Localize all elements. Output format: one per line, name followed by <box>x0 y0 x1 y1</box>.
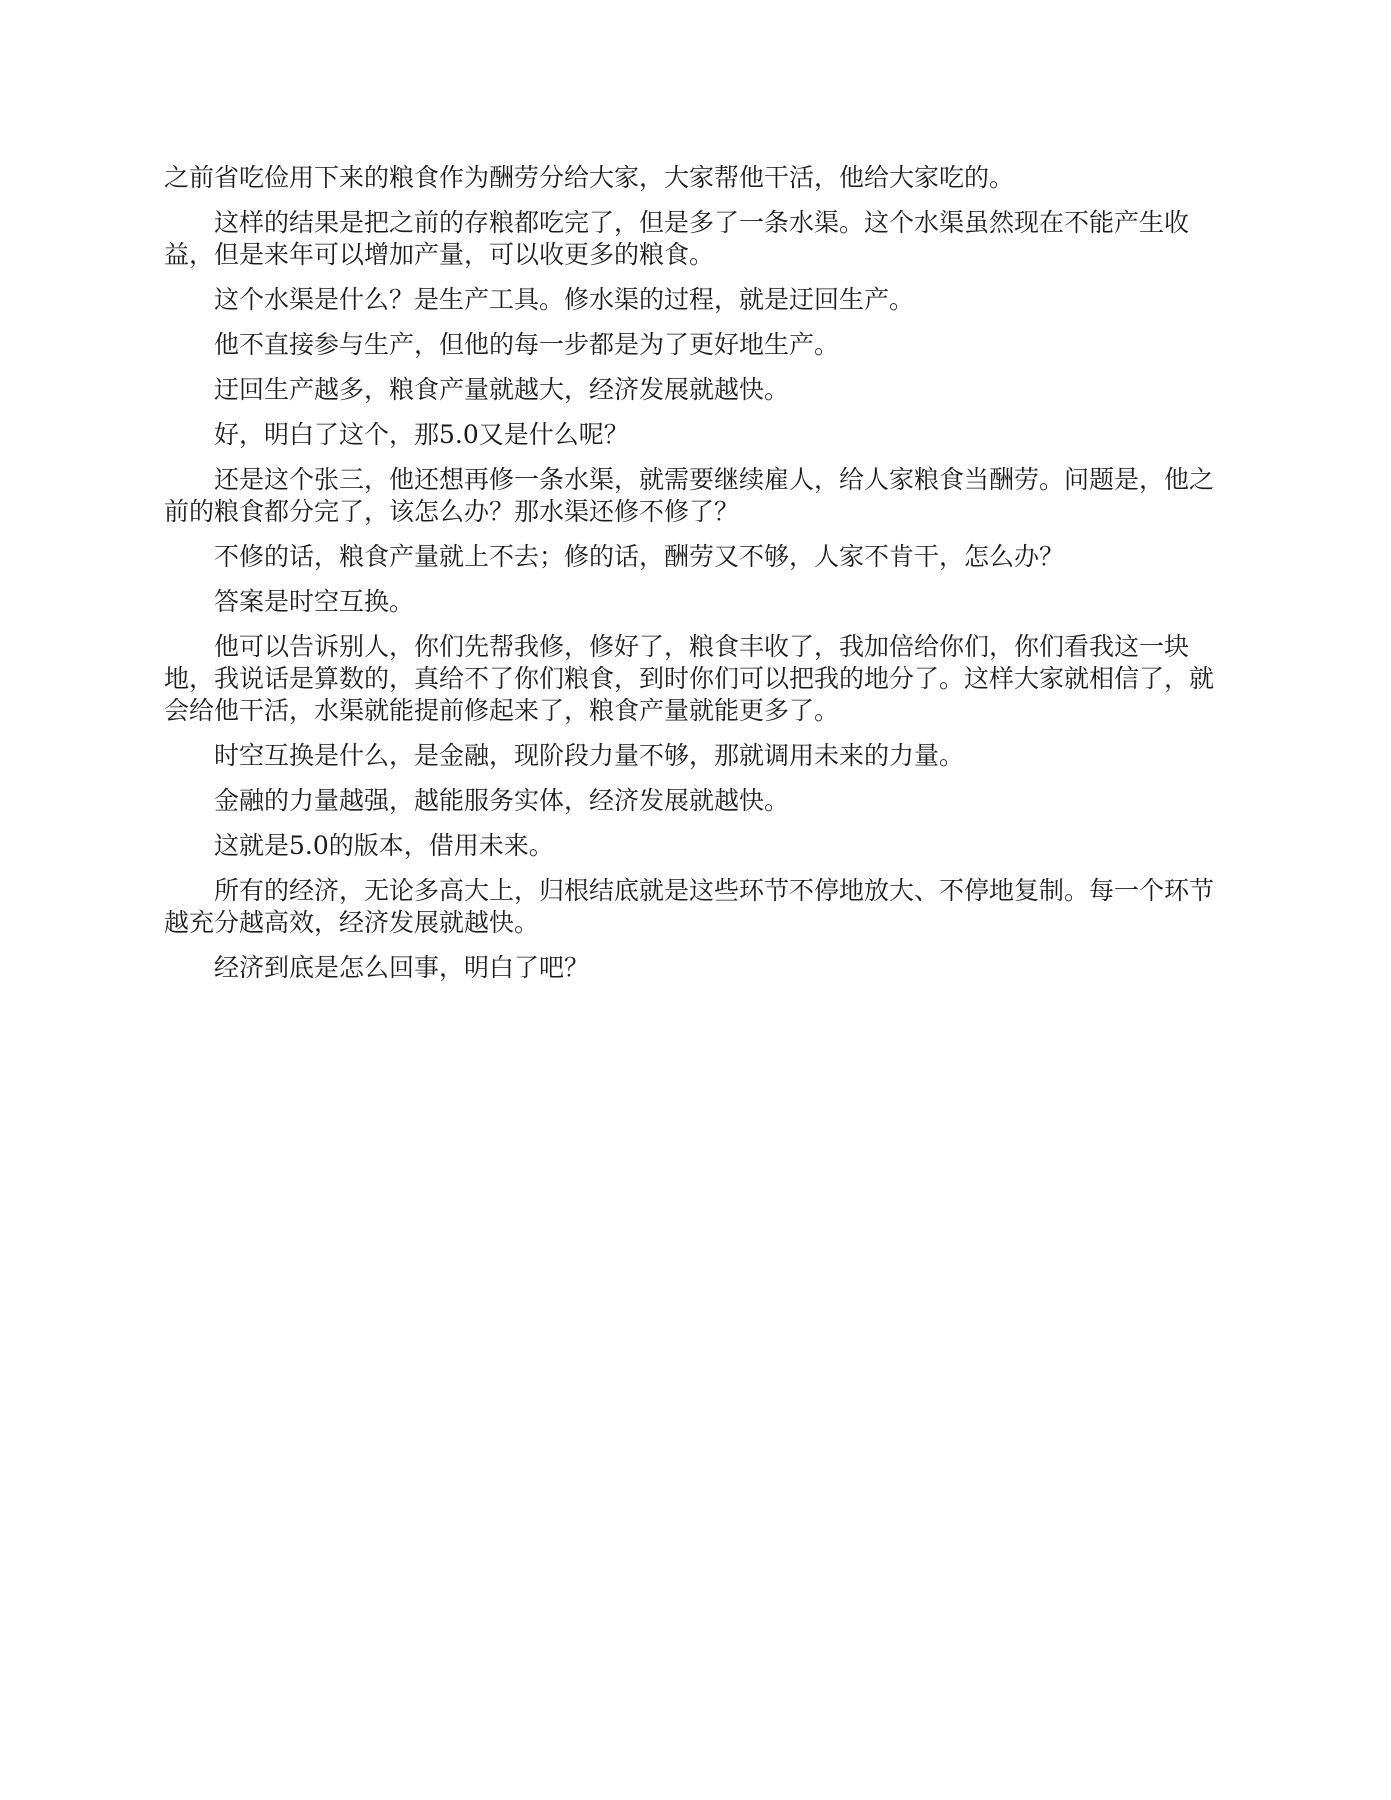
document-body <box>164 162 1236 997</box>
paragraph-5: 迂回生产越多，粮食产量就越大，经济发展就越快。 <box>214 375 790 404</box>
paragraph-12: 金融的力量越强，越能服务实体，经济发展就越快。 <box>214 786 790 815</box>
paragraph-4: 他不直接参与生产，但他的每一步都是为了更好地生产。 <box>214 330 840 359</box>
paragraph-11: 时空互换是什么，是金融，现阶段力量不够，那就调用未来的力量。 <box>214 741 965 770</box>
paragraph-1: 之前省吃俭用下来的粮食作为酬劳分给大家，大家帮他干活，他给大家吃的。 <box>164 163 1015 192</box>
paragraph-7: 还是这个张三，他还想再修一条水渠，就需要继续雇人，给人家粮食当酬劳。问题是，他之前的粮食都分完了，该怎么办？那水渠还修不修了？ <box>164 465 1215 526</box>
paragraph-10: 他可以告诉别人，你们先帮我修，修好了，粮食丰收了，我加倍给你们，你们看我这一块地，我说话是算数的，真给不了你们粮食，到时你们可以把我的地分了。这样大家就相信了，就会给他干活，水渠就能提前修起来了，粮食产量就能更多了。 <box>164 632 1215 725</box>
paragraph-9: 答案是时空互换。 <box>214 587 415 616</box>
paragraph-6: 好，明白了这个，那5.0又是什么呢？ <box>214 420 629 449</box>
paragraph-8: 不修的话，粮食产量就上不去；修的话，酬劳又不够，人家不肯干，怎么办？ <box>214 542 1065 571</box>
paragraph-3: 这个水渠是什么？是生产工具。修水渠的过程，就是迂回生产。 <box>214 285 915 314</box>
paragraph-13: 这就是5.0的版本，借用未来。 <box>214 831 554 860</box>
paragraph-14: 所有的经济，无论多高大上，归根结底就是这些环节不停地放大、不停地复制。每一个环节越充分越高效，经济发展就越快。 <box>164 876 1215 937</box>
paragraph-2: 这样的结果是把之前的存粮都吃完了，但是多了一条水渠。这个水渠虽然现在不能产生收益，但是来年可以增加产量，可以收更多的粮食。 <box>164 208 1190 269</box>
paragraph-15: 经济到底是怎么回事，明白了吧？ <box>214 953 590 982</box>
